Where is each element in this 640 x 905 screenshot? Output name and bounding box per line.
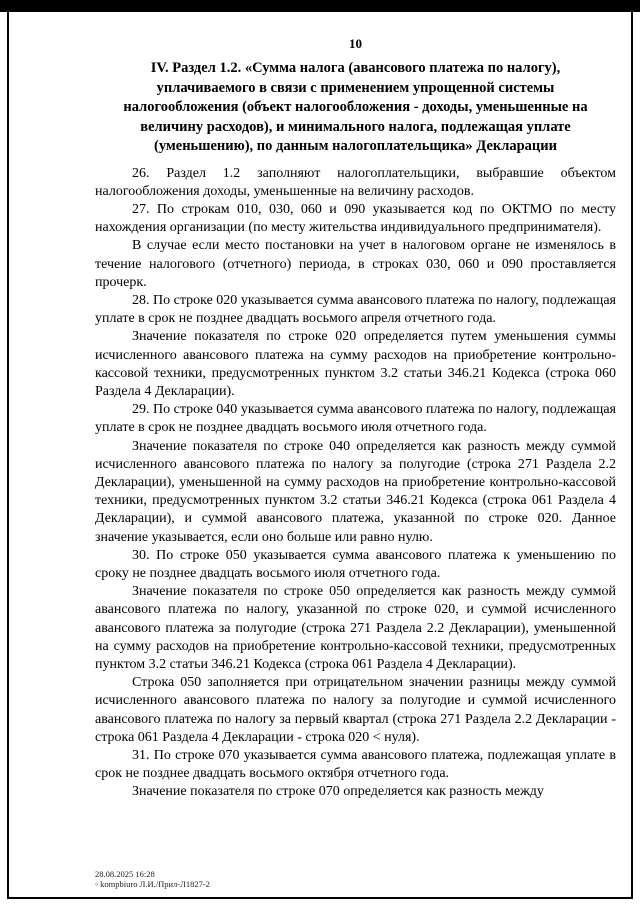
paragraph: 31. По строке 070 указывается сумма авансового платежа, подлежащая уплате в срок не позднее двадцать восьмого октября отчетного года. xyxy=(95,748,616,782)
paragraph: Значение показателя по строке 040 определяется как разность между суммой исчисленного авансового платежа по налогу за полугодие (строка 271 Раздела 2.2 Декларации), уменьшенной на сумму расходов на приобретение контрольно-кассовой техники, предусмотренных пунктом 3.2 статьи 346.21 Кодекса (строка 061 Раздела 4 Декларации), и суммой авансового платежа, указанной по строке 020. Данное значение указывается, если оно больше или равно нулю. xyxy=(95,438,616,545)
page-number: 10 xyxy=(349,36,362,51)
paragraph: 28. По строке 020 указывается сумма авансового платежа по налогу, подлежащая уплате в срок не позднее двадцать восьмого апреля отчетного года. xyxy=(95,292,616,327)
footer-reference: ◦ kompbiuro Л.И./Прил-Л1827-2 xyxy=(95,879,210,889)
paragraph: 27. По строкам 010, 030, 060 и 090 указывается код по ОКТМО по месту нахождения организации (по месту жительства индивидуального предпринимателя). xyxy=(95,201,616,236)
paragraph: 30. По строке 050 указывается сумма авансового платежа к уменьшению по сроку не позднее двадцать восьмого июля отчетного года. xyxy=(95,547,616,581)
page-content xyxy=(95,36,616,802)
page-footer xyxy=(95,869,210,889)
paragraph: 29. По строке 040 указывается сумма авансового платежа по налогу, подлежащая уплате в срок не позднее двадцать восьмого июля отчетного года. xyxy=(95,402,616,436)
page-top-border xyxy=(0,0,640,12)
paragraph: Строка 050 заполняется при отрицательном значении разницы между суммой исчисленного авансового платежа по налогу за полугодие и суммой исчисленного авансового платежа по налогу за первый квартал (строка 271 Раздела 2.2 Декларации - строка 061 Раздела 4 Декларации - строка 020 < нуля). xyxy=(95,675,616,745)
paragraph: В случае если место постановки на учет в налоговом органе не изменялось в течение налогового (отчетного) периода, в строках 030, 060 и 090 проставляется прочерк. xyxy=(95,238,616,290)
paragraph: Значение показателя по строке 070 определяется как разность между xyxy=(132,784,544,800)
paragraph: Значение показателя по строке 020 определяется путем уменьшения суммы исчисленного авансового платежа на сумму расходов на приобретение контрольно-кассовой техники, предусмотренных пунктом 3.2 статьи 346.21 Кодекса (строка 060 Раздела 4 Декларации). xyxy=(95,329,616,399)
footer-timestamp: 28.08.2025 16:28 xyxy=(95,869,155,879)
section-heading: IV. Раздел 1.2. «Сумма налога (авансового платежа по налогу), уплачиваемого в связи с применением упрощенной системы налогообложения (объект налогообложения - доходы, уменьшенные на величину расходов), и минимального налога, подлежащая уплате (уменьшению), по данным налогоплательщика» Декларации xyxy=(123,60,588,154)
paragraph: Значение показателя по строке 050 определяется как разность между суммой авансового платежа по налогу, указанной по строке 020, и суммой исчисленного авансового платежа за полугодие (строка 271 Раздела 2.2 Декларации), уменьшенной на сумму расходов на приобретение контрольно-кассовой техники, предусмотренных пунктом 3.2 статьи 346.21 Кодекса (строка 061 Раздела 4 Декларации). xyxy=(95,584,616,672)
paragraph: 26. Раздел 1.2 заполняют налогоплательщики, выбравшие объектом налогообложения доходы, уменьшенные на величину расходов. xyxy=(95,165,616,199)
